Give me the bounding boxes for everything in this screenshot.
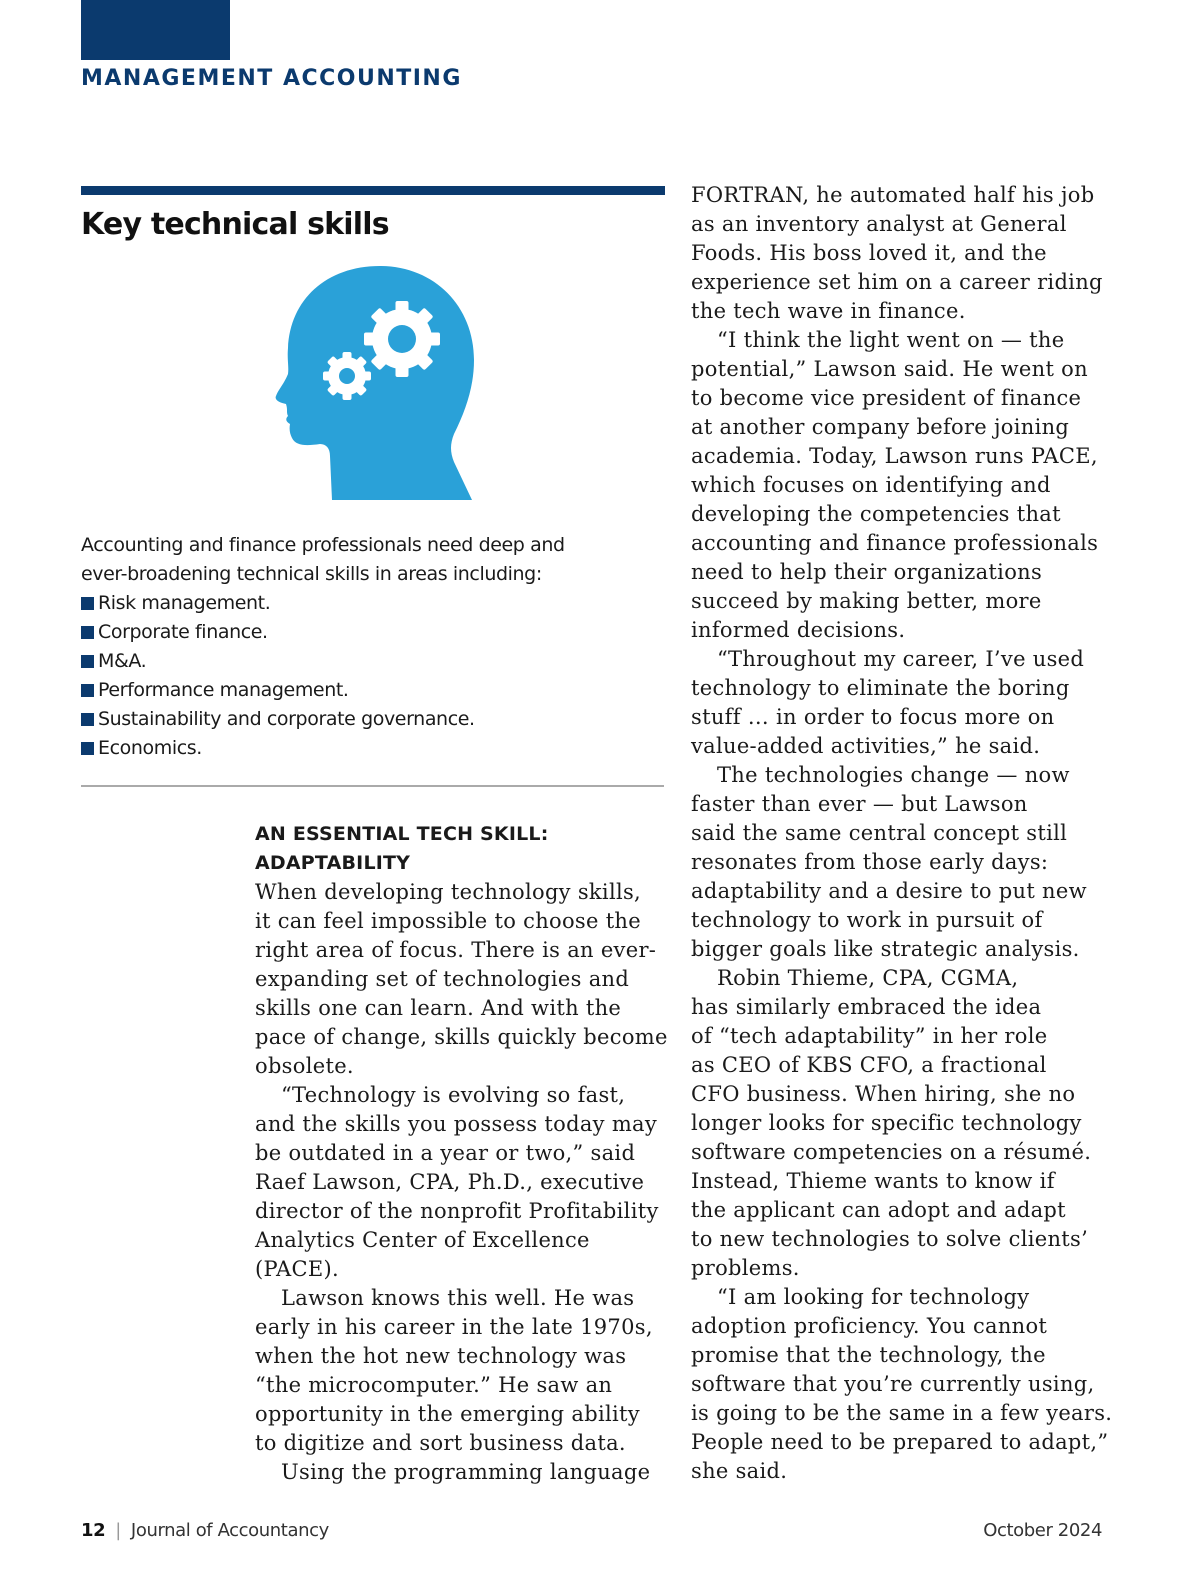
article-line: bigger goals like strategic analysis.	[691, 937, 1080, 961]
article-line: succeed by making better, more	[691, 589, 1042, 613]
article-line: accounting and finance professionals	[691, 531, 1099, 555]
article-line: software that you’re currently using,	[691, 1372, 1095, 1396]
article-line: right area of focus. There is an ever-	[255, 938, 657, 962]
article-line: Foods. His boss loved it, and the	[691, 241, 1047, 265]
skills-list	[81, 589, 671, 763]
sidebar-intro-line: ever-broadening technical skills in areas including:	[81, 563, 542, 585]
article-line: Robin Thieme, CPA, CGMA,	[717, 966, 1019, 990]
article-line: informed decisions.	[691, 618, 906, 642]
list-item-label: Economics.	[98, 737, 202, 759]
article-line: “Throughout my career, I’ve used	[717, 647, 1085, 671]
article-line: longer looks for specific technology	[691, 1111, 1082, 1135]
article-line: Using the programming language	[281, 1460, 651, 1484]
sidebar-intro	[81, 531, 671, 589]
article-line: value-added activities,” he said.	[691, 734, 1041, 758]
article-line: expanding set of technologies and	[255, 967, 630, 991]
article-line: promise that the technology, the	[691, 1343, 1046, 1367]
section-label: MANAGEMENT ACCOUNTING	[81, 66, 462, 91]
article-line: experience set him on a career riding	[691, 270, 1103, 294]
article-line: of “tech adaptability” in her role	[691, 1024, 1048, 1048]
list-item	[81, 734, 671, 763]
issue-date: October 2024	[983, 1520, 1102, 1541]
article-line: adoption proficiency. You cannot	[691, 1314, 1048, 1338]
article-column-left	[255, 820, 670, 1487]
article-line: faster than ever — but Lawson	[691, 792, 1028, 816]
article-line: to become vice president of finance	[691, 386, 1082, 410]
sidebar-title: Key technical skills	[81, 207, 389, 242]
page-footer	[81, 1517, 1102, 1545]
article-line: opportunity in the emerging ability	[255, 1402, 640, 1426]
square-bullet-icon	[81, 713, 94, 726]
article-column-right	[691, 181, 1111, 1486]
head-with-gears-icon	[268, 262, 478, 504]
sidebar-body	[81, 531, 671, 763]
footer-separator: |	[115, 1520, 121, 1541]
sidebar-bottom-rule	[81, 785, 664, 787]
list-item-label: Risk management.	[98, 592, 271, 614]
article-line: the applicant can adopt and adapt	[691, 1198, 1066, 1222]
article-line: Raef Lawson, CPA, Ph.D., executive	[255, 1170, 645, 1194]
list-item	[81, 676, 671, 705]
article-line: has similarly embraced the idea	[691, 995, 1042, 1019]
article-line: director of the nonprofit Profitability	[255, 1199, 659, 1223]
article-line: FORTRAN, he automated half his job	[691, 183, 1095, 207]
publication-name: Journal of Accountancy	[130, 1520, 329, 1541]
article-line: at another company before joining	[691, 415, 1070, 439]
article-line: CFO business. When hiring, she no	[691, 1082, 1076, 1106]
article-line: technology to eliminate the boring	[691, 676, 1070, 700]
sidebar-top-rule	[81, 186, 665, 195]
article-line: pace of change, skills quickly become	[255, 1025, 668, 1049]
article-line: When developing technology skills,	[255, 880, 642, 904]
header-color-block	[81, 0, 230, 60]
list-item	[81, 647, 671, 676]
square-bullet-icon	[81, 597, 94, 610]
article-right-text	[691, 181, 1111, 1486]
article-line: the tech wave in finance.	[691, 299, 966, 323]
article-line: when the hot new technology was	[255, 1344, 627, 1368]
article-line: “I am looking for technology	[717, 1285, 1030, 1309]
article-line: early in his career in the late 1970s,	[255, 1315, 653, 1339]
article-line: as an inventory analyst at General	[691, 212, 1067, 236]
article-left-text	[255, 878, 670, 1487]
article-line: resonates from those early days:	[691, 850, 1049, 874]
article-line: People need to be prepared to adapt,”	[691, 1430, 1109, 1454]
article-line: Lawson knows this well. He was	[281, 1286, 635, 1310]
square-bullet-icon	[81, 742, 94, 755]
page-number: 12	[81, 1520, 106, 1541]
article-line: “I think the light went on — the	[717, 328, 1065, 352]
article-line: skills one can learn. And with the	[255, 996, 622, 1020]
article-line: (PACE).	[255, 1257, 339, 1281]
square-bullet-icon	[81, 684, 94, 697]
list-item	[81, 589, 671, 618]
article-line: The technologies change — now	[717, 763, 1070, 787]
article-line: adaptability and a desire to put new	[691, 879, 1087, 903]
square-bullet-icon	[81, 655, 94, 668]
sidebar-intro-line: Accounting and finance professionals need deep and	[81, 534, 565, 556]
article-line: problems.	[691, 1256, 800, 1280]
article-subhead-line: AN ESSENTIAL TECH SKILL:	[255, 823, 549, 845]
article-line: which focuses on identifying and	[691, 473, 1051, 497]
article-line: she said.	[691, 1459, 788, 1483]
article-line: stuff … in order to focus more on	[691, 705, 1055, 729]
list-item-label: M&A.	[98, 650, 147, 672]
article-line: to new technologies to solve clients’	[691, 1227, 1089, 1251]
article-line: “the microcomputer.” He saw an	[255, 1373, 613, 1397]
article-line: technology to work in pursuit of	[691, 908, 1043, 932]
article-line: obsolete.	[255, 1054, 354, 1078]
article-line: Analytics Center of Excellence	[255, 1228, 590, 1252]
article-line: is going to be the same in a few years.	[691, 1401, 1113, 1425]
article-line: “Technology is evolving so fast,	[281, 1083, 626, 1107]
article-line: Instead, Thieme wants to know if	[691, 1169, 1055, 1193]
list-item-label: Performance management.	[98, 679, 349, 701]
article-line: said the same central concept still	[691, 821, 1068, 845]
list-item	[81, 705, 671, 734]
article-line: be outdated in a year or two,” said	[255, 1141, 636, 1165]
list-item	[81, 618, 671, 647]
article-subhead-line: ADAPTABILITY	[255, 852, 411, 874]
list-item-label: Sustainability and corporate governance.	[98, 708, 475, 730]
head-silhouette	[276, 266, 474, 500]
article-line: software competencies on a résumé.	[691, 1140, 1092, 1164]
article-line: potential,” Lawson said. He went on	[691, 357, 1088, 381]
article-subhead	[255, 820, 670, 878]
article-line: it can feel impossible to choose the	[255, 909, 641, 933]
article-line: to digitize and sort business data.	[255, 1431, 626, 1455]
list-item-label: Corporate finance.	[98, 621, 268, 643]
article-line: developing the competencies that	[691, 502, 1061, 526]
square-bullet-icon	[81, 626, 94, 639]
article-line: and the skills you possess today may	[255, 1112, 658, 1136]
article-line: academia. Today, Lawson runs PACE,	[691, 444, 1098, 468]
article-line: need to help their organizations	[691, 560, 1043, 584]
article-line: as CEO of KBS CFO, a fractional	[691, 1053, 1047, 1077]
